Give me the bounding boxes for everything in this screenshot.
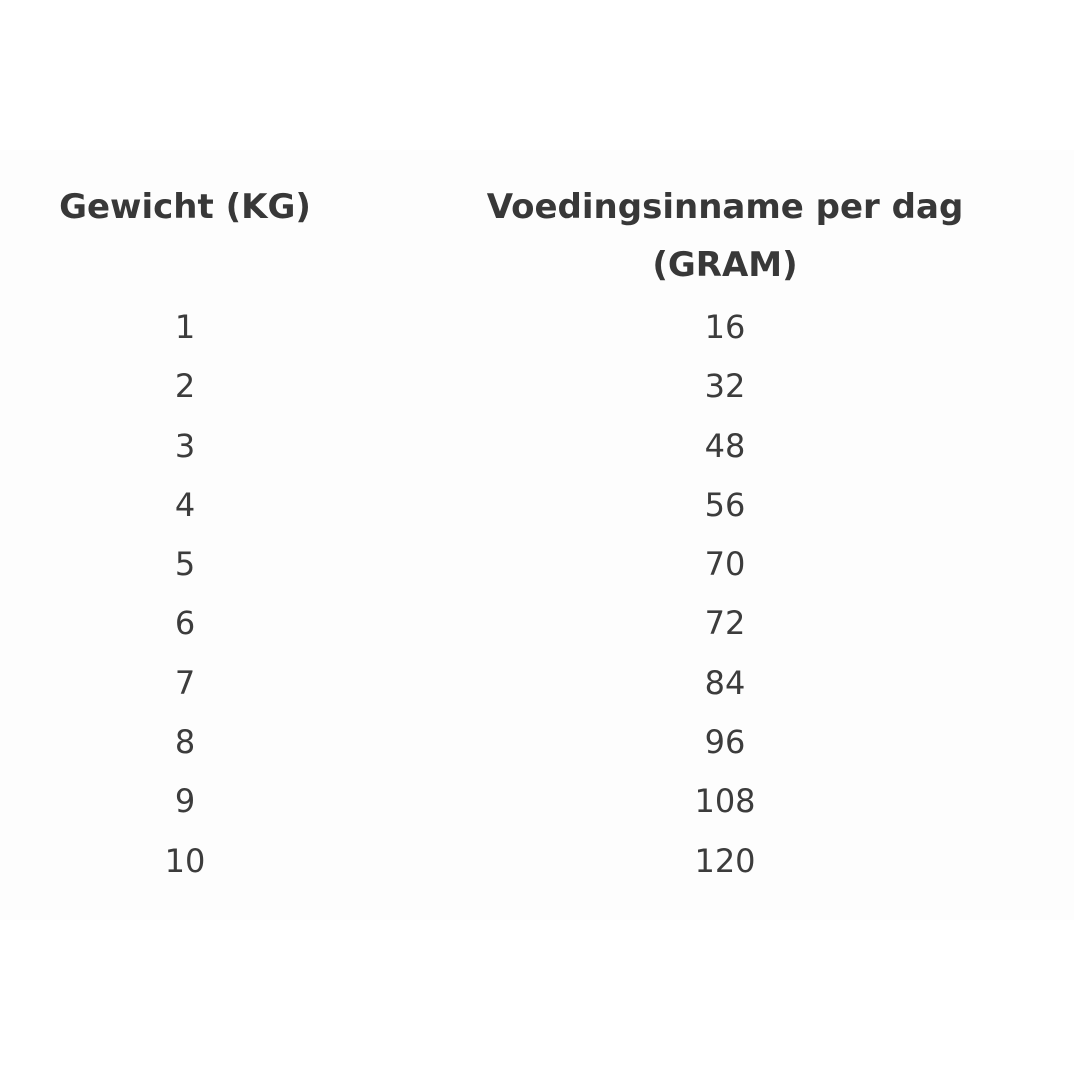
weight-column xyxy=(50,298,320,891)
weight-cell: 8 xyxy=(174,723,196,762)
weight-cell: 2 xyxy=(174,367,196,406)
intake-cell: 48 xyxy=(704,426,746,465)
column-header-weight: Gewicht (KG) xyxy=(59,187,311,227)
intake-cell: 16 xyxy=(704,308,746,346)
weight-cell: 5 xyxy=(174,545,196,584)
weight-cell: 10 xyxy=(164,841,206,880)
intake-cell: 120 xyxy=(694,841,756,880)
intake-cell: 72 xyxy=(704,604,746,643)
weight-cell: 9 xyxy=(174,782,196,821)
intake-cell: 56 xyxy=(704,485,746,524)
intake-cell: 84 xyxy=(704,663,746,702)
weight-cell: 7 xyxy=(174,663,196,702)
weight-cell: 6 xyxy=(174,604,196,643)
intake-cell: 108 xyxy=(694,782,756,821)
weight-cell: 4 xyxy=(174,485,196,524)
intake-cell: 70 xyxy=(704,545,746,584)
intake-cell: 96 xyxy=(704,723,746,762)
intake-column xyxy=(470,298,980,891)
weight-cell: 1 xyxy=(174,308,196,346)
column-header-intake: Voedingsinname per dag (GRAM) xyxy=(486,187,964,285)
weight-cell: 3 xyxy=(174,426,196,465)
intake-cell: 32 xyxy=(704,367,746,406)
